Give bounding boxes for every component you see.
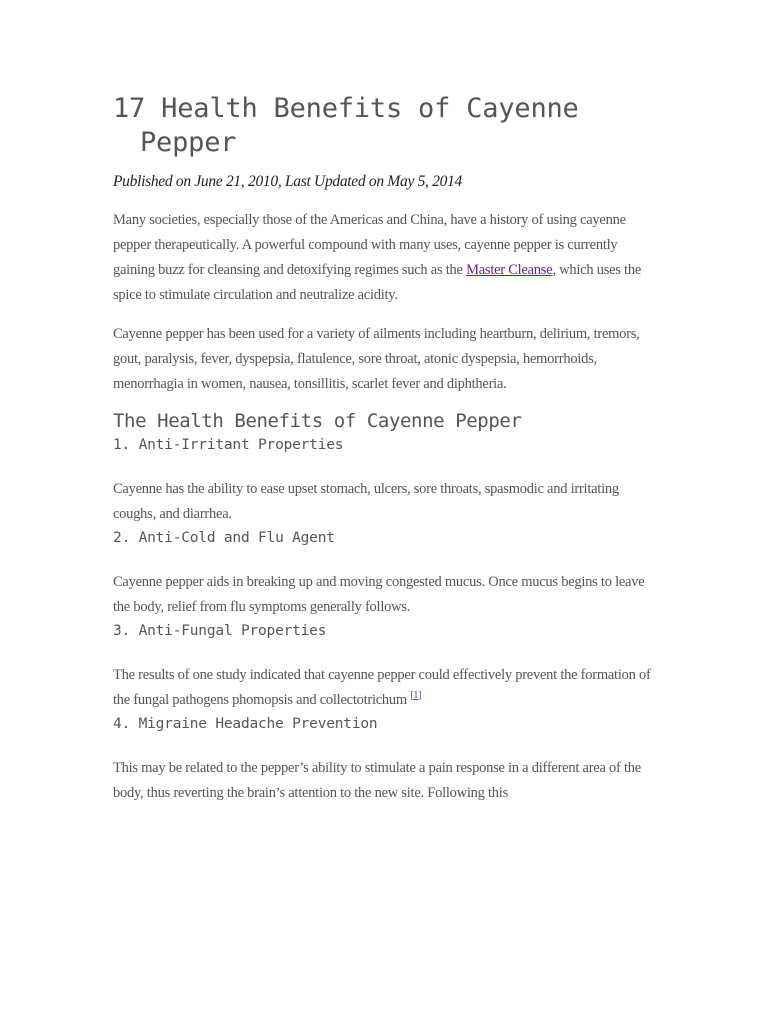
master-cleanse-link[interactable]: Master Cleanse bbox=[466, 262, 553, 278]
intro-paragraph-2: Cayenne pepper has been used for a variety of ailments including heartburn, delirium, tremors, gout, paralysis, fever, dyspepsia, flatulence, sore throat, atonic dyspepsia, hemorrhoids, menorrhagia in women, nausea, tonsillitis, scarlet fever and diphtheria. bbox=[113, 326, 640, 392]
intro-paragraph-1 bbox=[113, 208, 658, 308]
benefit-heading-1: 1. Anti-Irritant Properties bbox=[113, 437, 344, 453]
intro-text-before-link: Many societies, especially those of the Americas and China, have a history of using cayenne pepper therapeutically. A powerful compound with many uses, cayenne pepper is currently gaining buzz for cleansing and detoxifying regimes such as the bbox=[113, 212, 626, 278]
reference-marker bbox=[410, 690, 421, 701]
intro-text-after-link: , which uses the spice to stimulate circulation and neutralize acidity. bbox=[113, 262, 642, 303]
benefit-text-1: Cayenne has the ability to ease upset stomach, ulcers, sore throats, spasmodic and irritating coughs, and diarrhea. bbox=[113, 481, 619, 522]
benefit-heading-4: 4. Migraine Headache Prevention bbox=[113, 716, 378, 732]
benefit-text-3 bbox=[113, 663, 658, 713]
benefit-text-4: This may be related to the pepper’s ability to stimulate a pain response in a different area of the body, thus reverting the brain’s attention to the new site. Following this bbox=[113, 760, 641, 801]
section-heading: The Health Benefits of Cayenne Pepper bbox=[113, 410, 522, 432]
benefit-heading-2: 2. Anti-Cold and Flu Agent bbox=[113, 530, 335, 546]
ref-close-bracket: ] bbox=[418, 690, 422, 702]
benefit-text-3-body: The results of one study indicated that cayenne pepper could effectively prevent the formation of the fungal pathogens phomopsis and collectotrichum bbox=[113, 667, 651, 708]
ref-open-bracket: [ bbox=[410, 690, 414, 702]
article-byline: Published on June 21, 2010, Last Updated on May 5, 2014 bbox=[113, 173, 463, 190]
benefit-heading-3: 3. Anti-Fungal Properties bbox=[113, 623, 327, 639]
reference-1-link[interactable]: 1 bbox=[413, 690, 419, 702]
article-title: 17 Health Benefits of Cayenne Pepper bbox=[113, 93, 579, 158]
benefit-text-2: Cayenne pepper aids in breaking up and moving congested mucus. Once mucus begins to leave the body, relief from flu symptoms generally follows. bbox=[113, 574, 645, 615]
